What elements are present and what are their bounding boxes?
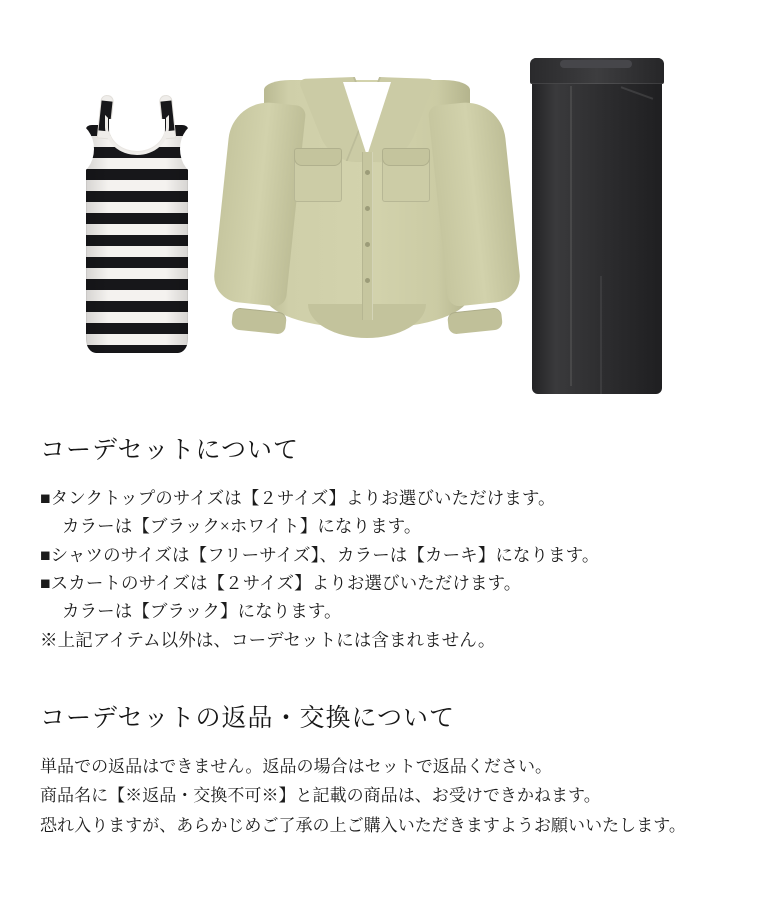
- list-item: ■スカートのサイズは【２サイズ】よりお選びいただけます。: [40, 573, 522, 594]
- shirt-button-placket: [362, 152, 373, 320]
- list-item: カラーは【ブラック×ホワイト】になります。: [62, 516, 422, 537]
- tank-top-image: [78, 95, 196, 353]
- shirt-pocket-flap-left: [294, 148, 342, 166]
- about-set-lines: [40, 484, 740, 654]
- list-item-note: ※上記アイテム以外は、コーデセットには含まれません。: [40, 629, 496, 650]
- list-item: ■タンクトップのサイズは【２サイズ】よりお選びいただけます。: [40, 488, 556, 508]
- about-set-heading: コーデセットについて: [40, 437, 300, 464]
- list-item: ■シャツのサイズは【フリーサイズ】、カラーは【カーキ】になります。: [40, 544, 600, 565]
- skirt-image: [508, 30, 684, 396]
- paragraph-line: 単品での返品はできません。返品の場合はセットで返品ください。: [40, 757, 553, 777]
- shirt-chest-pocket-left: [294, 150, 342, 202]
- about-coordinate-set-section: [40, 430, 740, 654]
- returns-exchange-section: [40, 698, 740, 840]
- shirt-image: [222, 66, 512, 336]
- skirt-body: [532, 58, 662, 394]
- returns-heading: コーデセットの返品・交換について: [40, 705, 456, 733]
- shirt-chest-pocket-right: [382, 150, 430, 202]
- shirt-cuff-left: [231, 307, 287, 335]
- skirt-back-slit: [600, 276, 602, 396]
- shirt-button: [365, 278, 370, 283]
- skirt-front-pleat: [570, 86, 572, 386]
- shirt-button: [365, 242, 370, 247]
- list-item: カラーは【ブラック】になります。: [62, 601, 342, 622]
- paragraph-line: 商品名に【※返品・交換不可※】と記載の商品は、お受けできかねます。: [40, 786, 601, 806]
- description-content: [0, 430, 780, 840]
- tank-body-striped: [86, 125, 188, 353]
- shirt-button: [365, 206, 370, 211]
- skirt-waist-tie: [560, 60, 632, 68]
- shirt-pocket-flap-right: [382, 148, 430, 166]
- product-image-strip: [0, 0, 780, 420]
- paragraph-line: 恐れ入りますが、あらかじめご了承の上ご購入いただきますようお願いいたします。: [40, 815, 686, 835]
- returns-lines: [40, 752, 740, 840]
- shirt-button: [365, 170, 370, 175]
- shirt-cuff-right: [447, 307, 503, 335]
